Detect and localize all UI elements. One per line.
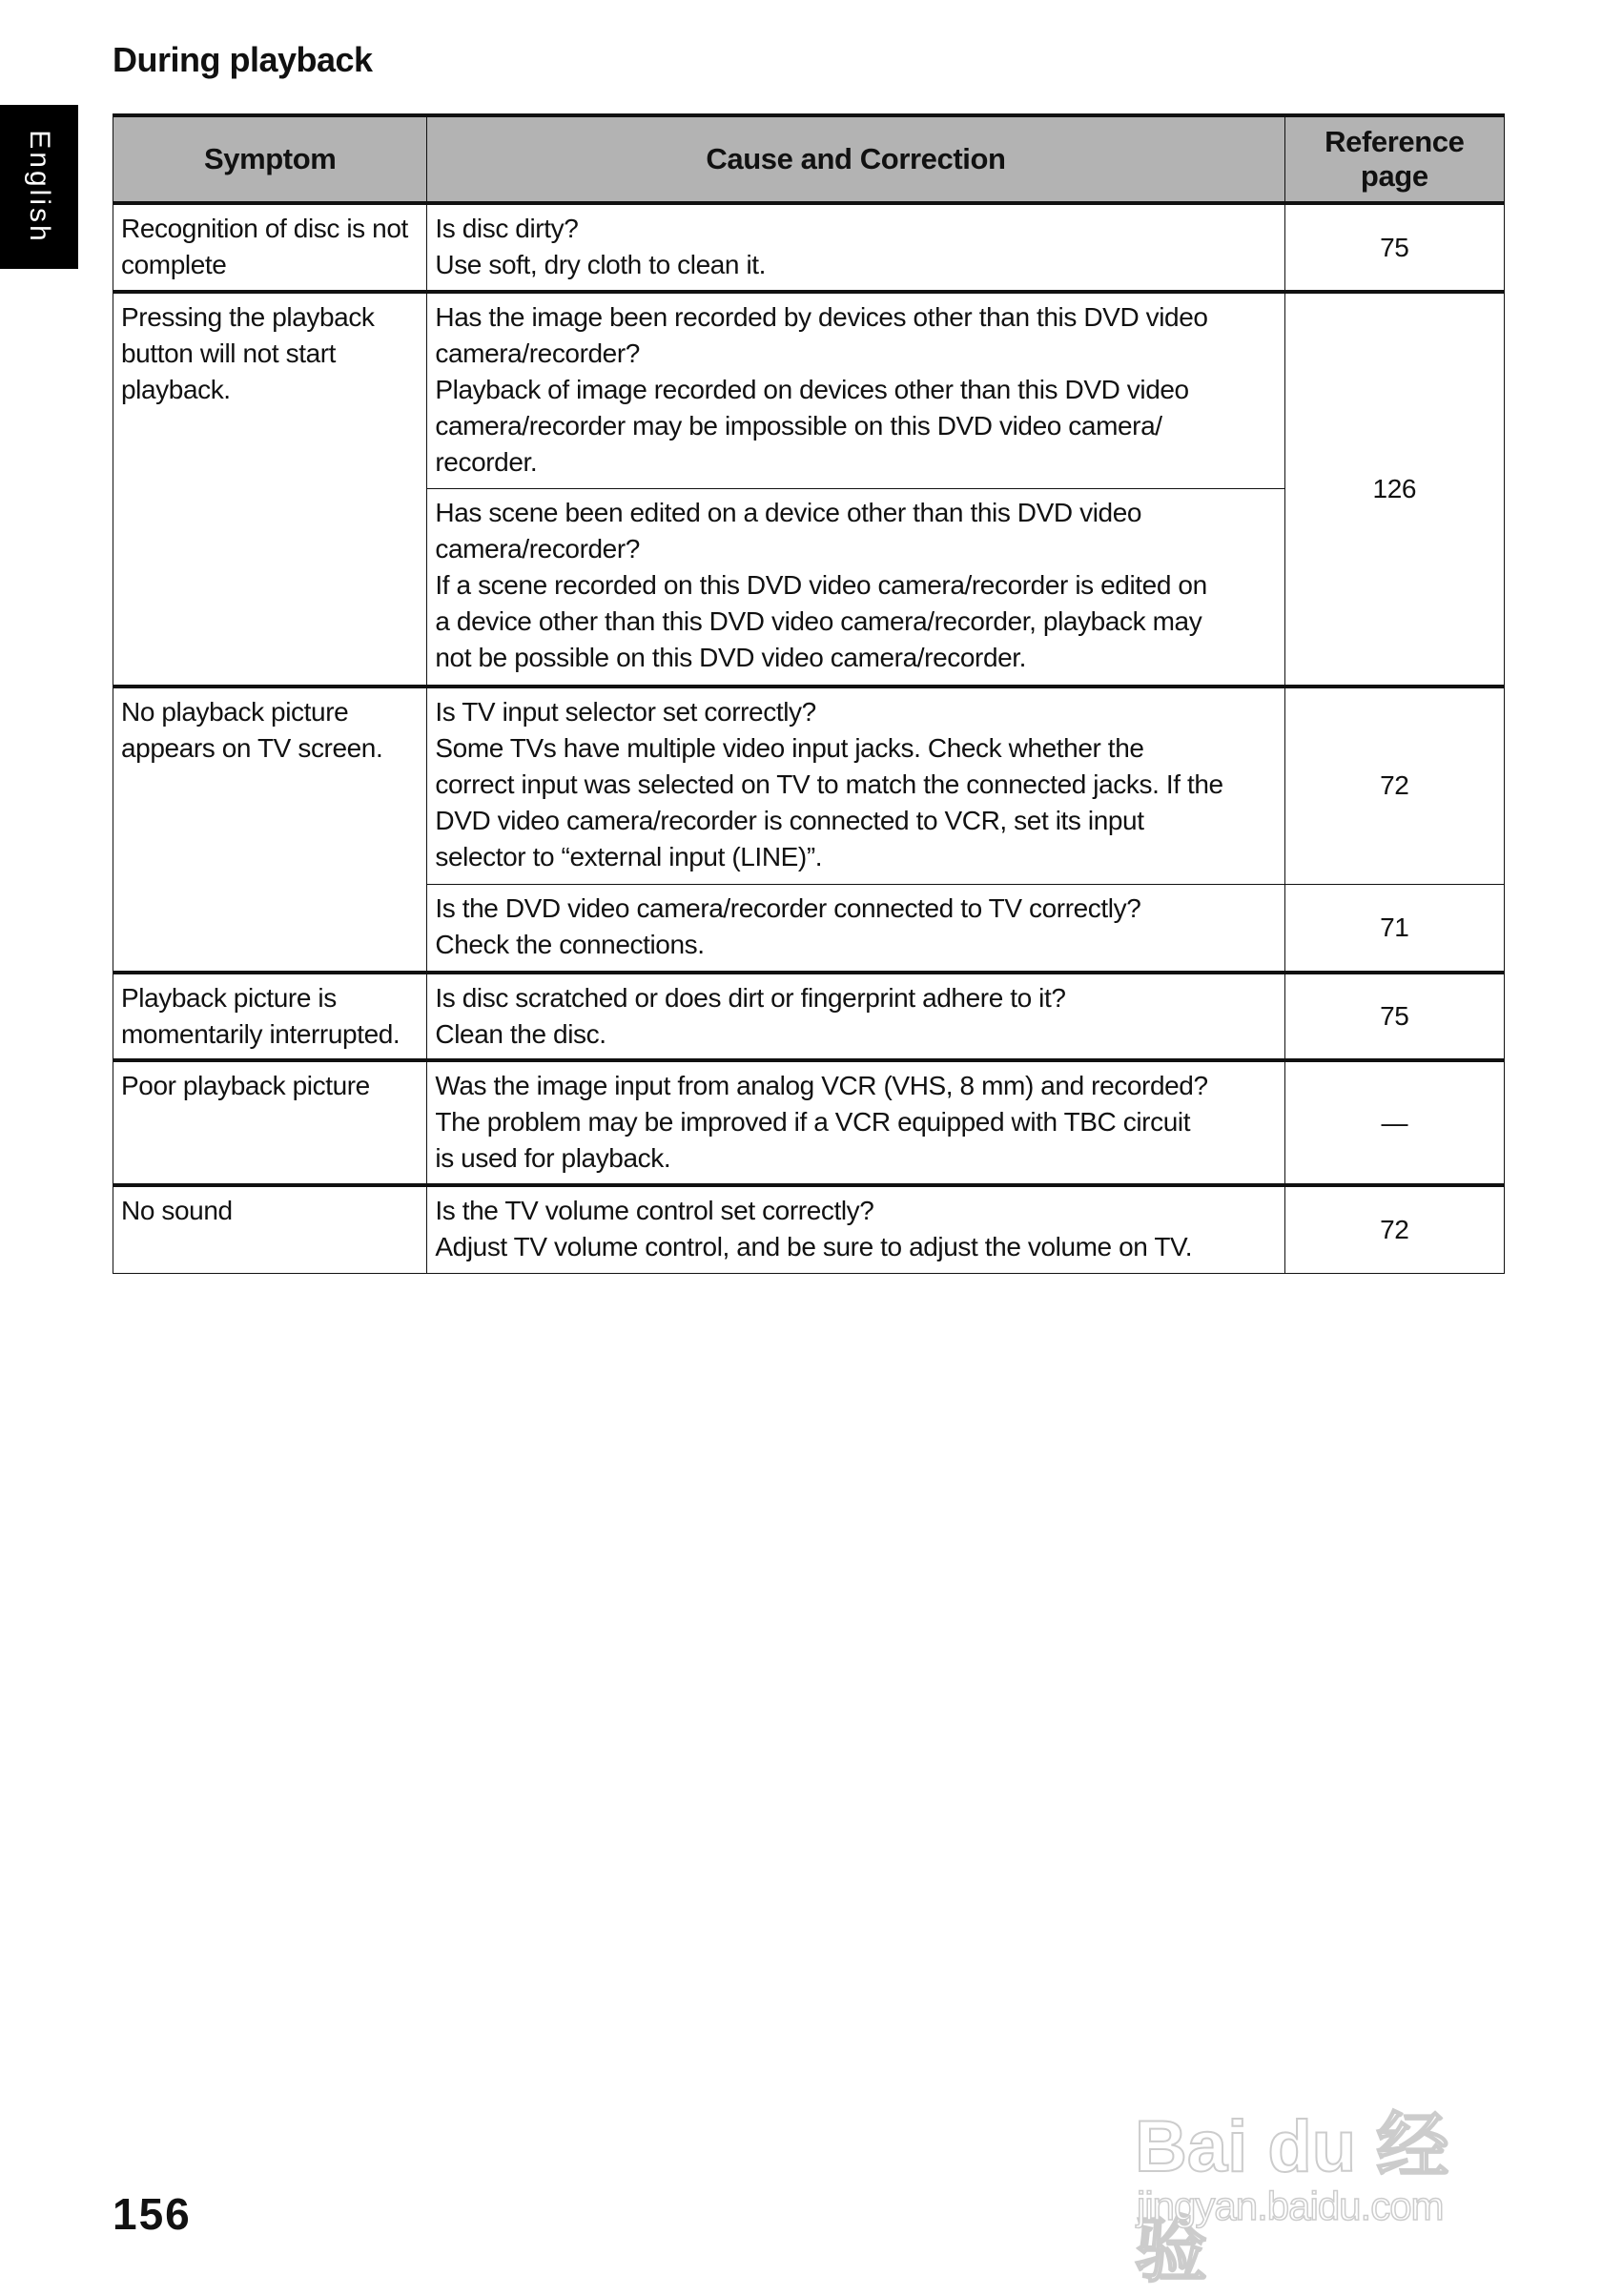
cause-cell: Has scene been edited on a device other than this DVD video camera/recorder? If a scene recorded on this DVD video camera/recorder is edited on a device other than this DVD video camera/recorder, playback may not be possible on this DVD video camera/recorder.	[427, 488, 1284, 687]
table-row	[113, 203, 1505, 292]
table-row	[113, 292, 1505, 488]
watermark-logo-text: Bai du 经验	[1135, 2106, 1449, 2291]
symptom-cell: No playback picture appears on TV screen.	[113, 687, 427, 973]
language-label: English	[24, 130, 55, 244]
symptom-cell: Pressing the playback button will not start playback.	[113, 292, 427, 687]
symptom-cell: Poor playback picture	[113, 1060, 427, 1185]
header-reference: Reference page	[1284, 115, 1504, 203]
table-row	[113, 1185, 1505, 1273]
header-symptom: Symptom	[113, 115, 427, 203]
baidu-watermark-logo	[1135, 2040, 1516, 2291]
cause-cell: Is TV input selector set correctly? Some TVs have multiple video input jacks. Check whether the correct input was selected on TV to match the connected jacks. If the DVD video camera/recorder is connected to VCR, set its input selector to “external input (LINE)”.	[427, 687, 1284, 884]
symptom-cell: Playback picture is momentarily interrupted.	[113, 973, 427, 1060]
language-side-tab	[0, 105, 78, 269]
cause-cell: Is disc scratched or does dirt or fingerprint adhere to it? Clean the disc.	[427, 973, 1284, 1060]
watermark-url: jingyan.baidu.com	[1137, 2183, 1444, 2228]
table-header-row	[113, 115, 1505, 203]
page-number: 156	[113, 2189, 192, 2239]
reference-cell: 71	[1284, 884, 1504, 973]
cause-cell: Is the TV volume control set correctly? Adjust TV volume control, and be sure to adjust the volume on TV.	[427, 1185, 1284, 1273]
reference-cell: 75	[1284, 203, 1504, 292]
table-row	[113, 973, 1505, 1060]
symptom-cell: Recognition of disc is not complete	[113, 203, 427, 292]
cause-cell: Has the image been recorded by devices other than this DVD video camera/recorder? Playback of image recorded on devices other than this DVD video camera/recorder may be impossible on this DVD video camera/ recorder.	[427, 292, 1284, 488]
header-cause: Cause and Correction	[427, 115, 1284, 203]
reference-cell: 72	[1284, 687, 1504, 884]
table-row	[113, 1060, 1505, 1185]
symptom-cell: No sound	[113, 1185, 427, 1273]
cause-cell: Is disc dirty? Use soft, dry cloth to clean it.	[427, 203, 1284, 292]
reference-cell: 72	[1284, 1185, 1504, 1273]
cause-cell: Is the DVD video camera/recorder connected to TV correctly? Check the connections.	[427, 884, 1284, 973]
cause-cell: Was the image input from analog VCR (VHS, 8 mm) and recorded? The problem may be improved if a VCR equipped with TBC circuit is used for playback.	[427, 1060, 1284, 1185]
troubleshooting-table	[113, 113, 1505, 1274]
reference-cell: 75	[1284, 973, 1504, 1060]
section-title: During playback	[113, 40, 373, 79]
reference-cell: 126	[1284, 292, 1504, 687]
table-row	[113, 687, 1505, 884]
reference-cell: —	[1284, 1060, 1504, 1185]
